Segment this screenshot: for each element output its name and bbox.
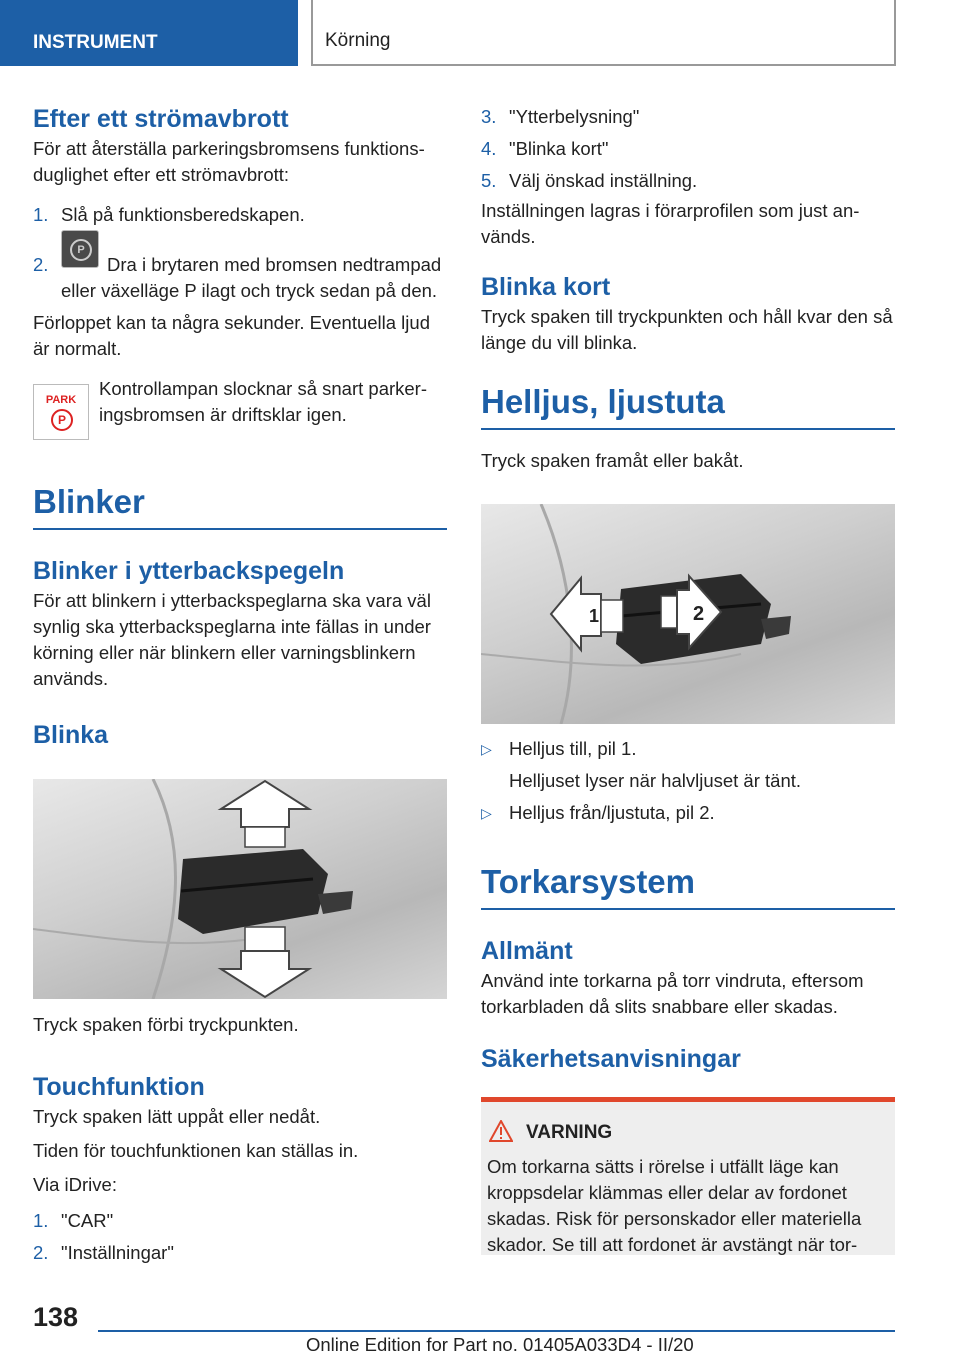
down-arrow-icon: [221, 927, 309, 997]
para-touch-2: Tiden för touchfunktionen kan ställas in.: [33, 1140, 359, 1161]
list-item: 1. "CAR": [33, 1210, 114, 1231]
footer-divider: [98, 1330, 895, 1332]
para-delay: Förloppet kan ta några sekunder. Eventuella ljud är normalt.: [33, 312, 430, 359]
list-item: 2. "Inställningar": [33, 1242, 174, 1263]
list-item: 5. Välj önskad inställning.: [481, 170, 698, 191]
heading-safety: Säkerhetsanvisningar: [481, 1044, 741, 1073]
page-number: 138: [33, 1302, 79, 1332]
heading-high-beam: Helljus, ljustuta: [481, 382, 895, 430]
high-beam-bullets: [481, 736, 895, 826]
warning-triangle-icon: [489, 1120, 513, 1142]
list-item: 3. "Ytterbelysning": [481, 106, 640, 127]
arrow-1-icon: [551, 578, 623, 650]
list-item: 2. P Dra i brytaren med bromsen nedtrampad eller växelläge P ilagt och tryck sedan på den.: [33, 252, 447, 304]
power-steps: [33, 202, 447, 304]
warning-text: Om torkarna sätts i rörelse i utfällt läge kan kroppsdelar klämmas eller delar av fordonet skadas. Risk för personskador eller materiella skador. Se till att fordonet är avstängt när tor-: [487, 1156, 862, 1255]
bullet-triangle-icon: ▷: [481, 741, 492, 757]
list-item: ▷ Helljus till, pil 1.: [481, 736, 895, 762]
page-footer: [0, 1296, 960, 1362]
para-touch-1: Tryck spaken lätt uppåt eller nedåt.: [33, 1106, 321, 1127]
page-header: [0, 0, 960, 66]
para-power-failure: För att återställa parkeringsbromsens funktionsduglighet efter ett strömavbrott:: [33, 138, 425, 185]
heading-touch: Touchfunktion: [33, 1073, 205, 1101]
para-saved: Inställningen lagras i förarprofilen som just används.: [481, 200, 860, 247]
warning-title: VARNING: [481, 1102, 895, 1144]
list-item: 4. "Blinka kort": [481, 138, 609, 159]
para-high-beam: Tryck spaken framåt eller bakåt.: [481, 449, 744, 471]
heading-blinka: Blinka: [33, 720, 109, 749]
highbeam-illustration: [481, 504, 895, 724]
stalk-illustration: [33, 779, 447, 999]
para-mirror: För att blinkern i ytterbackspeglarna ska vara väl synlig ska ytterbackspeglarna inte fällas in under körning eller när blinkern eller varningsblinkern används.: [33, 589, 431, 689]
para-short-blink: Tryck spaken till tryckpunkten och håll kvar den så länge du vill blinka.: [481, 306, 893, 353]
heading-short-blink: Blinka kort: [481, 273, 611, 301]
warning-box: [481, 1097, 895, 1255]
para-touch-3: Via iDrive:: [33, 1174, 117, 1195]
heading-blinker: Blinker: [33, 482, 447, 530]
heading-mirror: Blinker i ytterbackspegeln: [33, 556, 345, 585]
para-general: Använd inte torkarna på torr vindruta, eftersom torkarbladen då slits snabbare eller skadas.: [481, 969, 864, 1017]
bullet-triangle-icon: ▷: [481, 805, 492, 821]
arrow-2-label: 2: [693, 603, 705, 625]
up-arrow-icon: [221, 781, 309, 847]
right-column: [481, 104, 895, 474]
heading-power-failure: Efter ett strömavbrott: [33, 105, 289, 133]
left-column-lower: [33, 1012, 447, 1266]
right-column-lower: [481, 736, 895, 1074]
parking-brake-switch-icon: P: [61, 230, 99, 268]
arrow-1-label: 1: [589, 606, 600, 626]
list-item: 1. Slå på funktionsberedskapen.: [33, 204, 305, 225]
list-item: Helljuset lyser när halvljuset är tänt.: [509, 770, 802, 791]
park-warning-light-icon: PARK P: [33, 384, 89, 440]
list-item: ▷ Helljus från/ljustuta, pil 2.: [481, 800, 895, 826]
section-tab: INSTRUMENT: [0, 0, 298, 66]
touch-steps: [33, 1208, 447, 1266]
blinker-stalk-photo: [33, 779, 447, 999]
chapter-tab: Körning: [311, 0, 896, 66]
para-blinka: Tryck spaken förbi tryckpunkten.: [33, 1014, 299, 1035]
settings-steps: [481, 104, 895, 194]
edition-text: Online Edition for Part no. 01405A033D4 - II/20: [306, 1334, 694, 1355]
park-indicator-block: [33, 376, 447, 456]
heading-wiper: Torkarsystem: [481, 862, 895, 910]
high-beam-photo: [481, 504, 895, 724]
para-lamp: Kontrollampan slocknar så snart parkeringsbromsen är driftsklar igen.: [99, 378, 428, 425]
left-column: [33, 100, 447, 750]
heading-general: Allmänt: [481, 936, 573, 965]
